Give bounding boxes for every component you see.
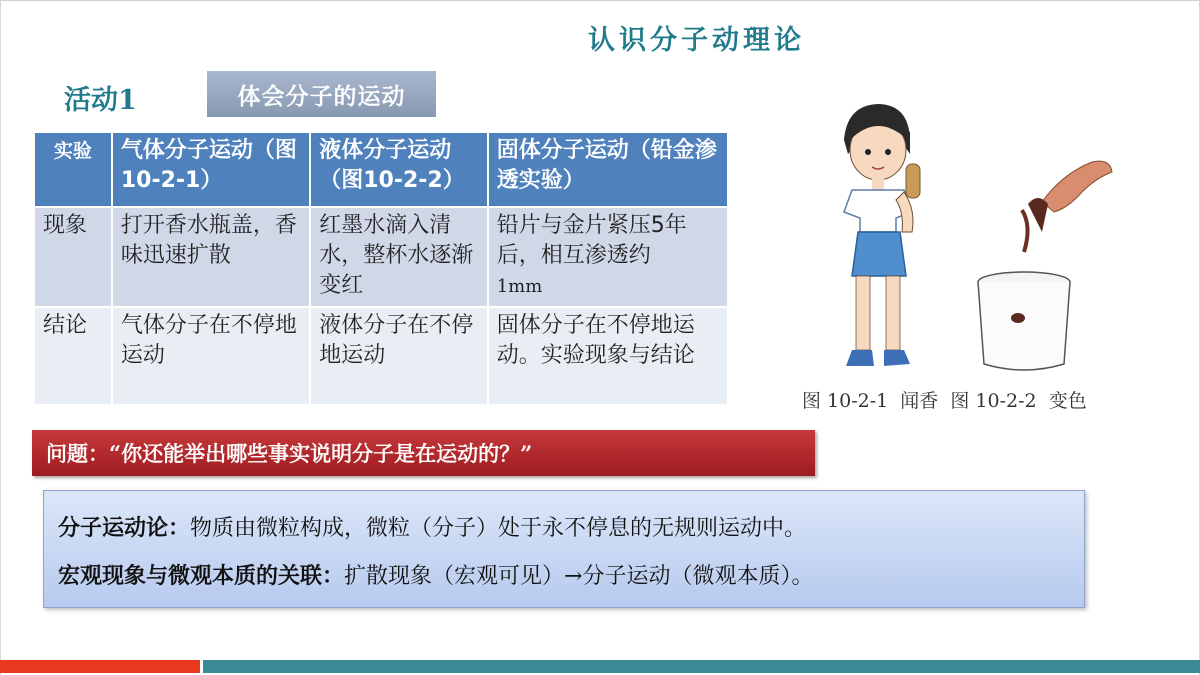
summary-label: 分子运动论： <box>58 515 191 541</box>
solid-cell <box>488 207 728 307</box>
summary-line-1 <box>58 511 1084 559</box>
gas-cell: 气体分子在不停地运动 <box>112 307 310 405</box>
table-header-cell: 液体分子运动（图10-2-2） <box>310 132 488 207</box>
table-row-conclusion <box>34 307 728 405</box>
table-header-cell: 实验 <box>34 132 112 207</box>
solid-cell: 固体分子在不停地运动。实验现象与结论 <box>488 307 728 405</box>
table-header-cell: 固体分子运动（铅金渗透实验） <box>488 132 728 207</box>
footer-accent-teal <box>203 660 1200 673</box>
experiment-table <box>33 131 729 406</box>
table-header-cell: 气体分子运动（图10-2-1） <box>112 132 310 207</box>
figure-caption: 图 10-2-1 闻香 图 10-2-2 变色 <box>802 390 1087 412</box>
summary-label: 宏观现象与微观本质的关联： <box>58 563 345 589</box>
ink-glass-figure <box>978 161 1112 370</box>
question-bar: 问题：“你还能举出哪些事实说明分子是在运动的？” <box>32 430 815 476</box>
summary-text: 扩散现象（宏观可见）→分子运动（微观本质）。 <box>344 564 814 589</box>
summary-box <box>43 490 1085 608</box>
top-border <box>0 0 1200 1</box>
summary-line-2 <box>58 559 1084 607</box>
liquid-cell: 红墨水滴入清水，整杯水逐渐变红 <box>310 207 488 307</box>
left-border <box>0 0 1 675</box>
activity-label: 活动1 <box>64 85 137 116</box>
table-header-row <box>34 132 728 207</box>
girl-figure <box>844 104 920 366</box>
table-row-phenomenon <box>34 207 728 307</box>
row-label: 结论 <box>34 307 112 405</box>
summary-text: 物质由微粒构成，微粒（分子）处于永不停息的无规则运动中。 <box>190 516 807 541</box>
solid-text: 铅片与金片紧压5年后，相互渗透约 <box>496 213 687 268</box>
row-label: 现象 <box>34 207 112 307</box>
gas-cell: 打开香水瓶盖，香味迅速扩散 <box>112 207 310 307</box>
page-title: 认识分子动理论 <box>588 25 805 56</box>
activity-badge: 体会分子的运动 <box>207 71 436 117</box>
experiment-illustration <box>792 92 1142 422</box>
footer-accent-red <box>0 660 200 673</box>
liquid-cell: 液体分子在不停地运动 <box>310 307 488 405</box>
solid-unit: 1mm <box>496 276 543 297</box>
